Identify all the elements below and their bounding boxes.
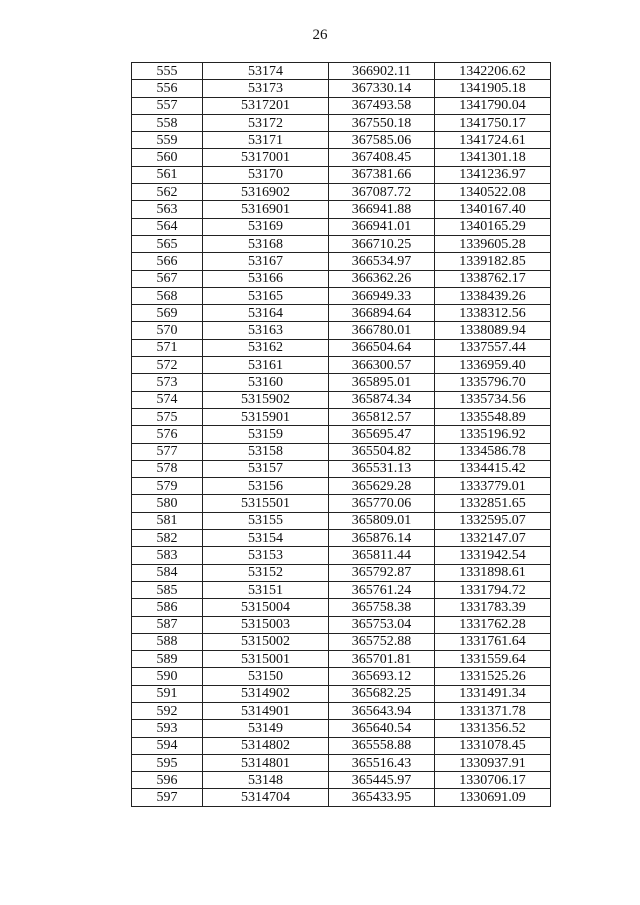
y-coordinate-cell: 1337557.44 xyxy=(435,339,551,356)
x-coordinate-cell: 366504.64 xyxy=(329,339,435,356)
table-row xyxy=(132,460,551,477)
y-coordinate-cell: 1332595.07 xyxy=(435,512,551,529)
table-row xyxy=(132,270,551,287)
table-row xyxy=(132,253,551,270)
point-id-cell: 53168 xyxy=(203,235,329,252)
point-id-cell: 53169 xyxy=(203,218,329,235)
table-row xyxy=(132,720,551,737)
row-number-cell: 588 xyxy=(132,633,203,650)
point-id-cell: 53167 xyxy=(203,253,329,270)
point-id-cell: 5316902 xyxy=(203,184,329,201)
x-coordinate-cell: 366300.57 xyxy=(329,357,435,374)
x-coordinate-cell: 365682.25 xyxy=(329,685,435,702)
point-id-cell: 5314902 xyxy=(203,685,329,702)
x-coordinate-cell: 365761.24 xyxy=(329,581,435,598)
x-coordinate-cell: 365516.43 xyxy=(329,754,435,771)
point-id-cell: 53150 xyxy=(203,668,329,685)
point-id-cell: 53163 xyxy=(203,322,329,339)
x-coordinate-cell: 365874.34 xyxy=(329,391,435,408)
table-row xyxy=(132,633,551,650)
point-id-cell: 5314801 xyxy=(203,754,329,771)
x-coordinate-cell: 365811.44 xyxy=(329,547,435,564)
table-row xyxy=(132,97,551,114)
point-id-cell: 53155 xyxy=(203,512,329,529)
table-row xyxy=(132,668,551,685)
table-row xyxy=(132,391,551,408)
point-id-cell: 53171 xyxy=(203,132,329,149)
x-coordinate-cell: 366941.01 xyxy=(329,218,435,235)
row-number-cell: 584 xyxy=(132,564,203,581)
y-coordinate-cell: 1330691.09 xyxy=(435,789,551,806)
x-coordinate-cell: 366941.88 xyxy=(329,201,435,218)
table-row xyxy=(132,512,551,529)
y-coordinate-cell: 1335734.56 xyxy=(435,391,551,408)
y-coordinate-cell: 1339182.85 xyxy=(435,253,551,270)
point-id-cell: 53164 xyxy=(203,305,329,322)
row-number-cell: 573 xyxy=(132,374,203,391)
y-coordinate-cell: 1341750.17 xyxy=(435,114,551,131)
point-id-cell: 53148 xyxy=(203,772,329,789)
y-coordinate-cell: 1338762.17 xyxy=(435,270,551,287)
point-id-cell: 5317201 xyxy=(203,97,329,114)
point-id-cell: 5314704 xyxy=(203,789,329,806)
point-id-cell: 53161 xyxy=(203,357,329,374)
point-id-cell: 5314901 xyxy=(203,702,329,719)
table-row xyxy=(132,305,551,322)
table-row xyxy=(132,581,551,598)
point-id-cell: 5315004 xyxy=(203,599,329,616)
y-coordinate-cell: 1340167.40 xyxy=(435,201,551,218)
y-coordinate-cell: 1340165.29 xyxy=(435,218,551,235)
x-coordinate-cell: 366362.26 xyxy=(329,270,435,287)
x-coordinate-cell: 365895.01 xyxy=(329,374,435,391)
y-coordinate-cell: 1331356.52 xyxy=(435,720,551,737)
y-coordinate-cell: 1335796.70 xyxy=(435,374,551,391)
point-id-cell: 53173 xyxy=(203,80,329,97)
x-coordinate-cell: 365433.95 xyxy=(329,789,435,806)
row-number-cell: 581 xyxy=(132,512,203,529)
point-id-cell: 5315901 xyxy=(203,408,329,425)
x-coordinate-cell: 365812.57 xyxy=(329,408,435,425)
point-id-cell: 53172 xyxy=(203,114,329,131)
point-id-cell: 5314802 xyxy=(203,737,329,754)
row-number-cell: 566 xyxy=(132,253,203,270)
x-coordinate-cell: 365809.01 xyxy=(329,512,435,529)
x-coordinate-cell: 365701.81 xyxy=(329,651,435,668)
table-row xyxy=(132,616,551,633)
table-row xyxy=(132,374,551,391)
point-id-cell: 5315003 xyxy=(203,616,329,633)
y-coordinate-cell: 1341790.04 xyxy=(435,97,551,114)
y-coordinate-cell: 1341236.97 xyxy=(435,166,551,183)
x-coordinate-cell: 367381.66 xyxy=(329,166,435,183)
point-id-cell: 5316901 xyxy=(203,201,329,218)
x-coordinate-cell: 365504.82 xyxy=(329,443,435,460)
y-coordinate-cell: 1332147.07 xyxy=(435,530,551,547)
row-number-cell: 565 xyxy=(132,235,203,252)
x-coordinate-cell: 365629.28 xyxy=(329,478,435,495)
point-id-cell: 53152 xyxy=(203,564,329,581)
row-number-cell: 555 xyxy=(132,63,203,80)
x-coordinate-cell: 365753.04 xyxy=(329,616,435,633)
x-coordinate-cell: 365693.12 xyxy=(329,668,435,685)
x-coordinate-cell: 365558.88 xyxy=(329,737,435,754)
y-coordinate-cell: 1336959.40 xyxy=(435,357,551,374)
x-coordinate-cell: 365758.38 xyxy=(329,599,435,616)
table-row xyxy=(132,547,551,564)
table-row xyxy=(132,426,551,443)
table-row xyxy=(132,235,551,252)
table-row xyxy=(132,478,551,495)
y-coordinate-cell: 1330937.91 xyxy=(435,754,551,771)
row-number-cell: 587 xyxy=(132,616,203,633)
point-id-cell: 5315902 xyxy=(203,391,329,408)
point-id-cell: 53156 xyxy=(203,478,329,495)
coordinates-table-body xyxy=(132,63,551,807)
row-number-cell: 568 xyxy=(132,287,203,304)
row-number-cell: 582 xyxy=(132,530,203,547)
y-coordinate-cell: 1342206.62 xyxy=(435,63,551,80)
x-coordinate-cell: 365643.94 xyxy=(329,702,435,719)
point-id-cell: 53153 xyxy=(203,547,329,564)
table-row xyxy=(132,149,551,166)
y-coordinate-cell: 1331371.78 xyxy=(435,702,551,719)
y-coordinate-cell: 1341724.61 xyxy=(435,132,551,149)
row-number-cell: 569 xyxy=(132,305,203,322)
point-id-cell: 53160 xyxy=(203,374,329,391)
row-number-cell: 579 xyxy=(132,478,203,495)
row-number-cell: 578 xyxy=(132,460,203,477)
y-coordinate-cell: 1339605.28 xyxy=(435,235,551,252)
table-row xyxy=(132,737,551,754)
x-coordinate-cell: 367585.06 xyxy=(329,132,435,149)
row-number-cell: 586 xyxy=(132,599,203,616)
point-id-cell: 53154 xyxy=(203,530,329,547)
y-coordinate-cell: 1338089.94 xyxy=(435,322,551,339)
point-id-cell: 5317001 xyxy=(203,149,329,166)
row-number-cell: 596 xyxy=(132,772,203,789)
table-row xyxy=(132,564,551,581)
row-number-cell: 594 xyxy=(132,737,203,754)
row-number-cell: 593 xyxy=(132,720,203,737)
y-coordinate-cell: 1341301.18 xyxy=(435,149,551,166)
y-coordinate-cell: 1331559.64 xyxy=(435,651,551,668)
table-row xyxy=(132,132,551,149)
point-id-cell: 53151 xyxy=(203,581,329,598)
table-row xyxy=(132,357,551,374)
coordinates-table xyxy=(131,62,551,807)
point-id-cell: 53166 xyxy=(203,270,329,287)
table-row xyxy=(132,166,551,183)
y-coordinate-cell: 1332851.65 xyxy=(435,495,551,512)
row-number-cell: 556 xyxy=(132,80,203,97)
point-id-cell: 53159 xyxy=(203,426,329,443)
x-coordinate-cell: 367493.58 xyxy=(329,97,435,114)
x-coordinate-cell: 366902.11 xyxy=(329,63,435,80)
x-coordinate-cell: 365752.88 xyxy=(329,633,435,650)
y-coordinate-cell: 1331762.28 xyxy=(435,616,551,633)
table-row xyxy=(132,339,551,356)
table-row xyxy=(132,651,551,668)
row-number-cell: 557 xyxy=(132,97,203,114)
y-coordinate-cell: 1331525.26 xyxy=(435,668,551,685)
x-coordinate-cell: 365531.13 xyxy=(329,460,435,477)
row-number-cell: 595 xyxy=(132,754,203,771)
row-number-cell: 589 xyxy=(132,651,203,668)
point-id-cell: 5315001 xyxy=(203,651,329,668)
table-row xyxy=(132,201,551,218)
x-coordinate-cell: 366949.33 xyxy=(329,287,435,304)
point-id-cell: 53170 xyxy=(203,166,329,183)
table-row xyxy=(132,80,551,97)
y-coordinate-cell: 1331898.61 xyxy=(435,564,551,581)
row-number-cell: 562 xyxy=(132,184,203,201)
row-number-cell: 563 xyxy=(132,201,203,218)
x-coordinate-cell: 367330.14 xyxy=(329,80,435,97)
table-row xyxy=(132,287,551,304)
x-coordinate-cell: 365876.14 xyxy=(329,530,435,547)
y-coordinate-cell: 1330706.17 xyxy=(435,772,551,789)
x-coordinate-cell: 366710.25 xyxy=(329,235,435,252)
y-coordinate-cell: 1331078.45 xyxy=(435,737,551,754)
y-coordinate-cell: 1331794.72 xyxy=(435,581,551,598)
y-coordinate-cell: 1333779.01 xyxy=(435,478,551,495)
table-row xyxy=(132,408,551,425)
table-row xyxy=(132,772,551,789)
table-row xyxy=(132,218,551,235)
row-number-cell: 575 xyxy=(132,408,203,425)
table-row xyxy=(132,685,551,702)
x-coordinate-cell: 365445.97 xyxy=(329,772,435,789)
y-coordinate-cell: 1331783.39 xyxy=(435,599,551,616)
point-id-cell: 53149 xyxy=(203,720,329,737)
point-id-cell: 5315002 xyxy=(203,633,329,650)
page-number: 26 xyxy=(312,27,328,43)
y-coordinate-cell: 1340522.08 xyxy=(435,184,551,201)
y-coordinate-cell: 1334586.78 xyxy=(435,443,551,460)
table-row xyxy=(132,114,551,131)
x-coordinate-cell: 365640.54 xyxy=(329,720,435,737)
x-coordinate-cell: 365695.47 xyxy=(329,426,435,443)
row-number-cell: 559 xyxy=(132,132,203,149)
y-coordinate-cell: 1331491.34 xyxy=(435,685,551,702)
x-coordinate-cell: 367550.18 xyxy=(329,114,435,131)
x-coordinate-cell: 366894.64 xyxy=(329,305,435,322)
table-row xyxy=(132,495,551,512)
row-number-cell: 572 xyxy=(132,357,203,374)
y-coordinate-cell: 1331942.54 xyxy=(435,547,551,564)
row-number-cell: 583 xyxy=(132,547,203,564)
x-coordinate-cell: 366534.97 xyxy=(329,253,435,270)
table-row xyxy=(132,322,551,339)
point-id-cell: 53165 xyxy=(203,287,329,304)
row-number-cell: 574 xyxy=(132,391,203,408)
x-coordinate-cell: 367408.45 xyxy=(329,149,435,166)
row-number-cell: 580 xyxy=(132,495,203,512)
row-number-cell: 561 xyxy=(132,166,203,183)
row-number-cell: 576 xyxy=(132,426,203,443)
y-coordinate-cell: 1338312.56 xyxy=(435,305,551,322)
row-number-cell: 570 xyxy=(132,322,203,339)
row-number-cell: 577 xyxy=(132,443,203,460)
y-coordinate-cell: 1334415.42 xyxy=(435,460,551,477)
table-row xyxy=(132,530,551,547)
x-coordinate-cell: 365792.87 xyxy=(329,564,435,581)
table-row xyxy=(132,599,551,616)
row-number-cell: 585 xyxy=(132,581,203,598)
point-id-cell: 53157 xyxy=(203,460,329,477)
table-row xyxy=(132,702,551,719)
row-number-cell: 592 xyxy=(132,702,203,719)
y-coordinate-cell: 1341905.18 xyxy=(435,80,551,97)
table-row xyxy=(132,789,551,806)
x-coordinate-cell: 366780.01 xyxy=(329,322,435,339)
y-coordinate-cell: 1335548.89 xyxy=(435,408,551,425)
x-coordinate-cell: 365770.06 xyxy=(329,495,435,512)
y-coordinate-cell: 1338439.26 xyxy=(435,287,551,304)
point-id-cell: 53158 xyxy=(203,443,329,460)
row-number-cell: 564 xyxy=(132,218,203,235)
table-row xyxy=(132,754,551,771)
x-coordinate-cell: 367087.72 xyxy=(329,184,435,201)
point-id-cell: 53174 xyxy=(203,63,329,80)
row-number-cell: 590 xyxy=(132,668,203,685)
y-coordinate-cell: 1331761.64 xyxy=(435,633,551,650)
row-number-cell: 571 xyxy=(132,339,203,356)
point-id-cell: 5315501 xyxy=(203,495,329,512)
y-coordinate-cell: 1335196.92 xyxy=(435,426,551,443)
row-number-cell: 591 xyxy=(132,685,203,702)
table-row xyxy=(132,184,551,201)
row-number-cell: 567 xyxy=(132,270,203,287)
row-number-cell: 558 xyxy=(132,114,203,131)
row-number-cell: 597 xyxy=(132,789,203,806)
row-number-cell: 560 xyxy=(132,149,203,166)
table-row xyxy=(132,443,551,460)
point-id-cell: 53162 xyxy=(203,339,329,356)
table-row xyxy=(132,63,551,80)
